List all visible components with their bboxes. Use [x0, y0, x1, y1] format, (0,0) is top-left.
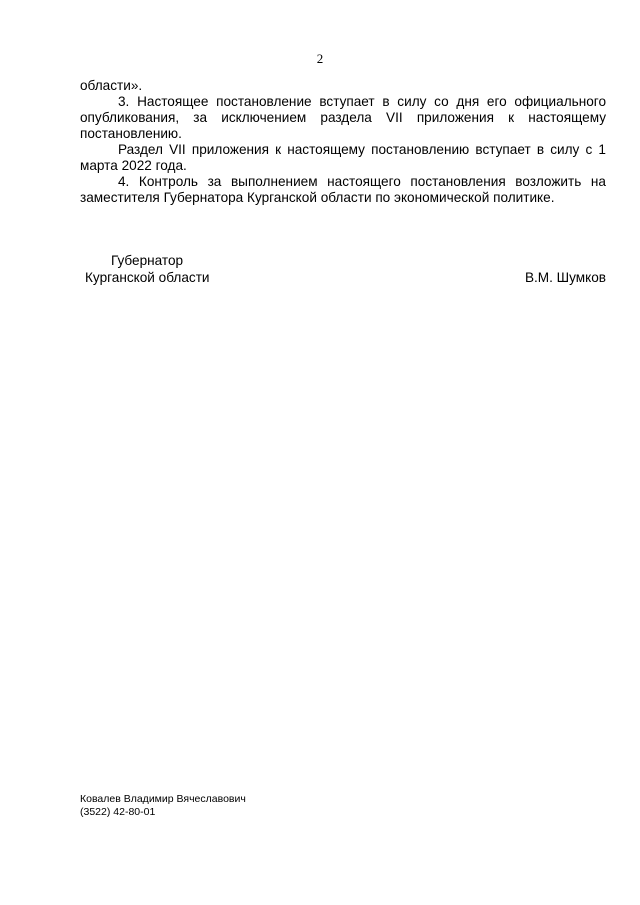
signatory-name: В.М. Шумков: [524, 270, 606, 285]
paragraph-section-vii: Раздел VII приложения к настоящему постановлению вступает в силу с 1 марта 2022 года.: [80, 142, 606, 173]
executor-phone: (3522) 42-80-01: [80, 806, 156, 818]
signatory-region: Курганской области: [85, 270, 210, 285]
page-number: 2: [316, 51, 324, 66]
signature-block: [80, 252, 606, 286]
paragraph-item-3: 3. Настоящее постановление вступает в силу со дня его официального опубликования, за исключением раздела VII приложения к настоящему постановлению.: [80, 94, 606, 141]
executor-contact: [80, 793, 246, 819]
document-body: [80, 78, 606, 206]
paragraph-item-4: 4. Контроль за выполнением настоящего постановления возложить на заместителя Губернатора Курганской области по экономической политике.: [80, 174, 606, 205]
signatory-title: Губернатор: [111, 253, 184, 268]
signature-row: [80, 269, 606, 286]
executor-name: Ковалев Владимир Вячеславович: [80, 793, 246, 805]
paragraph-continuation: области».: [80, 78, 143, 93]
